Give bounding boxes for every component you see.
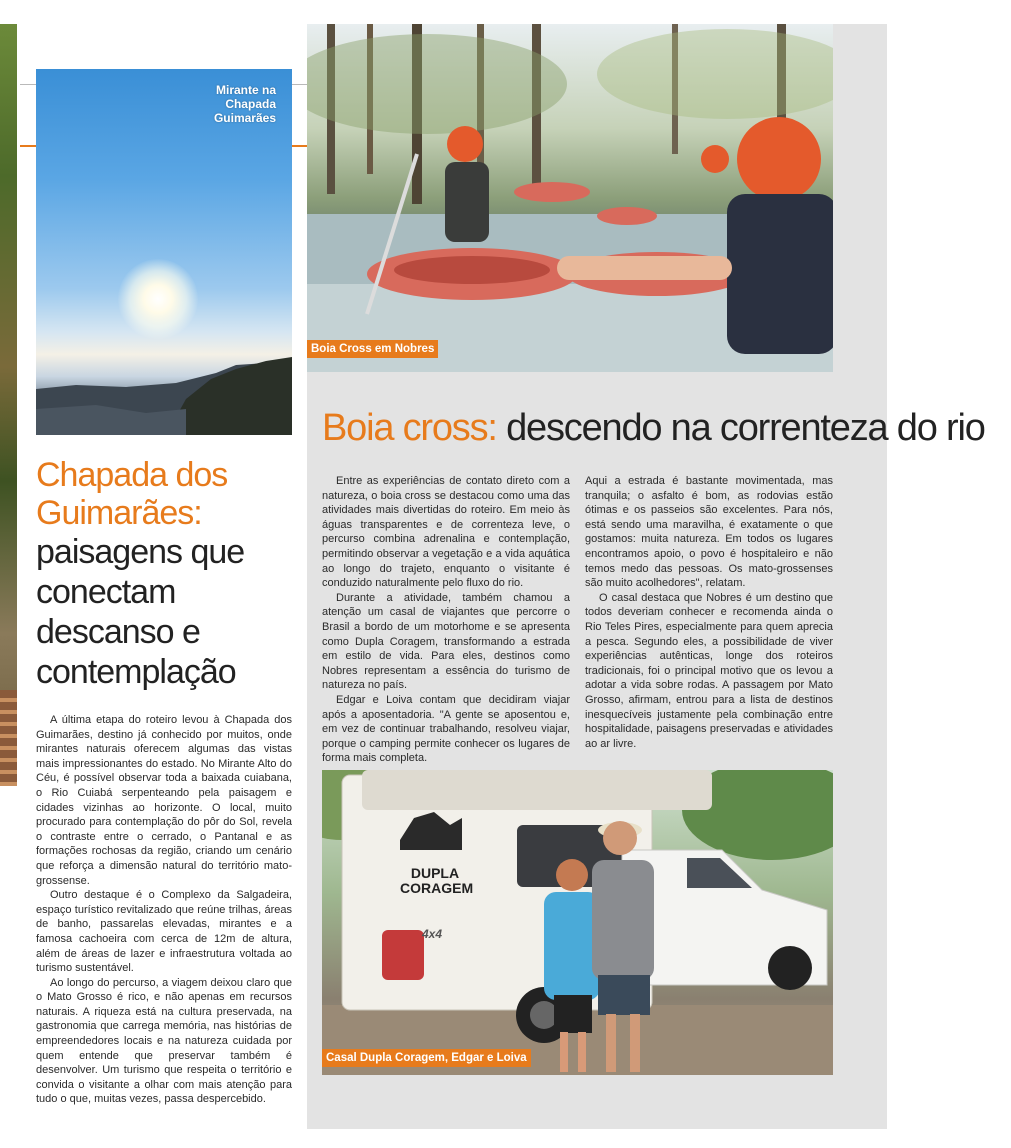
article-paragraph: Outro destaque é o Complexo da Salgadeira, espaço turístico revitalizado que reúne trilhas, áreas de banho, passarelas elevadas, mirantes e a famosa cachoeira com cerca de 12m de altura, além de áreas de lazer e infraestrutura voltada ao turismo sustentável. bbox=[36, 889, 292, 975]
headline-line: conectam descanso e bbox=[36, 573, 200, 651]
rule-mid-gray bbox=[292, 84, 307, 85]
chapada-headline bbox=[36, 456, 298, 692]
rule-mid-orange bbox=[292, 145, 307, 147]
edge-photo-strip-detail bbox=[0, 690, 17, 786]
caption-line: Guimarães bbox=[213, 111, 276, 125]
rule-left-orange bbox=[20, 145, 36, 147]
boia-cross-photo bbox=[307, 24, 833, 372]
river-scene bbox=[307, 24, 833, 372]
article-paragraph: O casal destaca que Nobres é um destino que todos deveriam conhecer e recomenda ainda o Rio Teles Pires, especialmente para quem aprecia a pesca. Segundo eles, a possibilidade de viver experiências autênticas, longe dos roteiros tradicionais, foi o principal motivo que os levou a adotar a vida sobre rodas. A passagem por Mato Grosso, afirmam, entrou para a lista de destinos inesquecíveis justamente pela combinação entre hospitalidade, paisagens preservadas e atividades ao ar livre. bbox=[585, 591, 833, 750]
headline-line: contemplação bbox=[36, 653, 236, 691]
caption-line: Mirante na bbox=[215, 83, 276, 97]
boia-photo-caption: Boia Cross em Nobres bbox=[307, 340, 438, 358]
camper-truck-scene bbox=[322, 770, 833, 1075]
article-paragraph: Edgar e Loiva contam que decidiram viajar após a aposentadoria. "A gente se aposentou e, em vez de continuar trabalhando, resolveu viajar, porque o camping permite conhecer os lugares de forma mais completa. bbox=[322, 693, 570, 765]
mirante-photo bbox=[36, 69, 292, 435]
article-paragraph: A última etapa do roteiro levou à Chapada dos Guimarães, destino já conhecido por muitos, onde mirantes naturais oferecem algumas das vistas mais impressionantes do estado. No Mirante Alto do Céu, é possível observar toda a baixada cuiabana, o Rio Cuiabá serpenteando pela paisagem e cidades vizinhas ao horizonte. O local, muito procurado para contemplação do pôr do Sol, revela o contraste entre o cerrado, o Pantanal e as formações rochosas da região, criando um cenário que reforça a dimensão natural do território mato-grossense. bbox=[36, 714, 292, 887]
chapada-article-body bbox=[36, 713, 292, 1107]
article-paragraph: Durante a atividade, também chamou a atenção um casal de viajantes que percorre o Brasil a bordo de um motorhome e se apresenta como Dupla Coragem, transformando a estrada em estilo de vida. Para eles, destinos como Nobres representam a essência do turismo de natureza no país. bbox=[322, 591, 570, 692]
mirante-photo-caption bbox=[156, 83, 276, 125]
article-paragraph: Entre as experiências de contato direto com a natureza, o boia cross se destacou como uma das atividades mais divertidas do roteiro. Em meio às águas transparentes e de correnteza leve, o percurso combina adrenalina e contemplação, permitindo observar a vegetação e a vida aquática ao longo do trajeto, enquanto o visitante é conduzido naturalmente pelo fluxo do rio. bbox=[322, 475, 570, 590]
caption-line: Chapada bbox=[225, 97, 276, 111]
camper-logo-line: DUPLA bbox=[410, 865, 460, 881]
rule-left-gray bbox=[20, 84, 36, 85]
article-paragraph: Ao longo do percurso, a viagem deixou claro que o Mato Grosso é rico, e não apenas em recursos naturais. A riqueza está na cultura preservada, na gastronomia que carrega memória, nas histórias de empreendedores locais e na natureza cuidada por quem entende que preservar também é desenvolver. Um turismo que respeita o território e convida o visitante a olhar com mais atenção para tudo o que, muitas vezes, passa despercebido. bbox=[36, 976, 292, 1106]
headline-kicker: Boia cross: bbox=[322, 407, 497, 449]
article-paragraph: Aqui a estrada é bastante movimentada, mas tranquila; o asfalto é bom, as rodovias estão ótimas e os passeios são excelentes. Para nós, está sendo uma maravilha, é exatamente o que gostamos: muita natureza. Em todos os lugares encontramos apoio, o povo é hospitaleiro e não temos medo das pessoas. Os mato-grossenses são muito acolhedores", relatam. bbox=[585, 475, 833, 590]
boia-article-column-1 bbox=[322, 474, 570, 766]
camper-4x4-badge: 4x4 bbox=[422, 927, 443, 941]
couple-photo-caption: Casal Dupla Coragem, Edgar e Loiva bbox=[322, 1049, 531, 1067]
headline-line: Chapada dos bbox=[36, 456, 228, 494]
camper-logo-line: CORAGEM bbox=[400, 880, 474, 896]
edge-photo-strip bbox=[0, 24, 17, 786]
boia-cross-headline bbox=[322, 402, 985, 454]
headline-line: paisagens que bbox=[36, 533, 245, 571]
headline-line: Guimarães: bbox=[36, 494, 202, 532]
headline-main: descendo na correnteza do rio bbox=[506, 407, 985, 449]
boia-article-column-2 bbox=[585, 474, 833, 751]
dupla-coragem-photo bbox=[322, 770, 833, 1075]
camper-logo-text bbox=[400, 865, 474, 896]
